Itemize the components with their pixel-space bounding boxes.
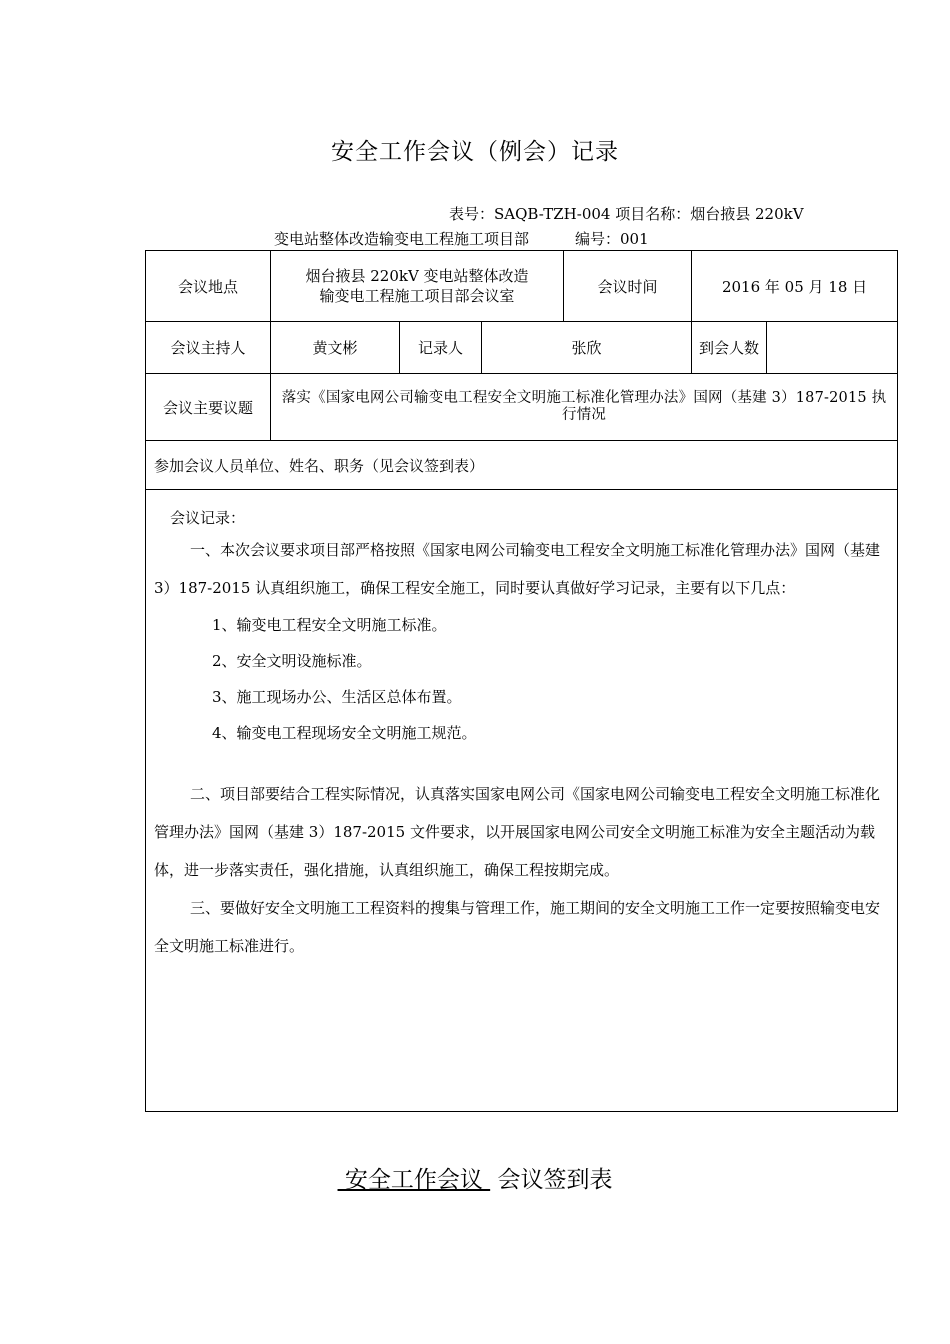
record-paragraph-1: 一、本次会议要求项目部严格按照《国家电网公司输变电工程安全文明施工标准化管理办法》国网（基建 3）187-2015 认真组织施工，确保工程安全施工，同时要认真做好学习记录，主要有以下几点：	[154, 541, 881, 597]
attendees-note: 参加会议人员单位、姓名、职务（见会议签到表）	[146, 441, 898, 490]
sign-in-title-rest: 会议签到表	[490, 1167, 613, 1193]
time-value: 2016 年 05 月 18 日	[692, 251, 898, 322]
attendance-label: 到会人数	[692, 322, 767, 374]
attendance-value	[767, 322, 898, 374]
record-item-1: 1、输变电工程安全文明施工标准。	[212, 616, 447, 634]
record-paragraph-3: 三、要做好安全文明施工工程资料的搜集与管理工作，施工期间的安全文明施工工作一定要按照输变电安全文明施工标准进行。	[154, 899, 881, 955]
location-value-line1: 烟台掖县 220kV 变电站整体改造	[305, 267, 529, 285]
location-label: 会议地点	[146, 251, 271, 322]
sign-in-title-underlined: 安全工作会议	[337, 1167, 491, 1193]
location-value-line2: 输变电工程施工项目部会议室	[319, 287, 515, 305]
topic-label: 会议主要议题	[146, 374, 271, 441]
meeting-record-body	[146, 490, 898, 1112]
record-item-2: 2、安全文明设施标准。	[212, 652, 372, 670]
meeting-record-table	[145, 250, 898, 1112]
recorder-label: 记录人	[400, 322, 482, 374]
time-label: 会议时间	[564, 251, 692, 322]
recorder-value: 张欣	[482, 322, 692, 374]
document-title: 安全工作会议（例会）记录	[331, 139, 619, 165]
form-number-line: 表号：SAQB-TZH-004 项目名称：烟台掖县 220kV	[449, 205, 804, 223]
project-name-continued: 变电站整体改造输变电工程施工项目部	[274, 230, 530, 248]
topic-value: 落实《国家电网公司输变电工程安全文明施工标准化管理办法》国网（基建 3）187-2015 执行情况	[271, 374, 898, 441]
project-number-line	[274, 228, 649, 249]
record-paragraph-2: 二、项目部要结合工程实际情况，认真落实国家电网公司《国家电网公司输变电工程安全文明施工标准化管理办法》国网（基建 3）187-2015 文件要求，以开展国家电网公司安全文明施工标准为安全主题活动为载体，进一步落实责任，强化措施，认真组织施工，确保工程按期完成。	[154, 785, 881, 879]
record-item-3: 3、施工现场办公、生活区总体布置。	[212, 688, 462, 706]
record-item-4: 4、输变电工程现场安全文明施工规范。	[212, 724, 477, 742]
host-label: 会议主持人	[146, 322, 271, 374]
location-value	[271, 251, 564, 322]
host-value: 黄文彬	[271, 322, 400, 374]
record-heading: 会议记录：	[170, 509, 246, 527]
record-number: 编号：001	[575, 230, 649, 248]
sign-in-sheet-title	[0, 1161, 950, 1194]
